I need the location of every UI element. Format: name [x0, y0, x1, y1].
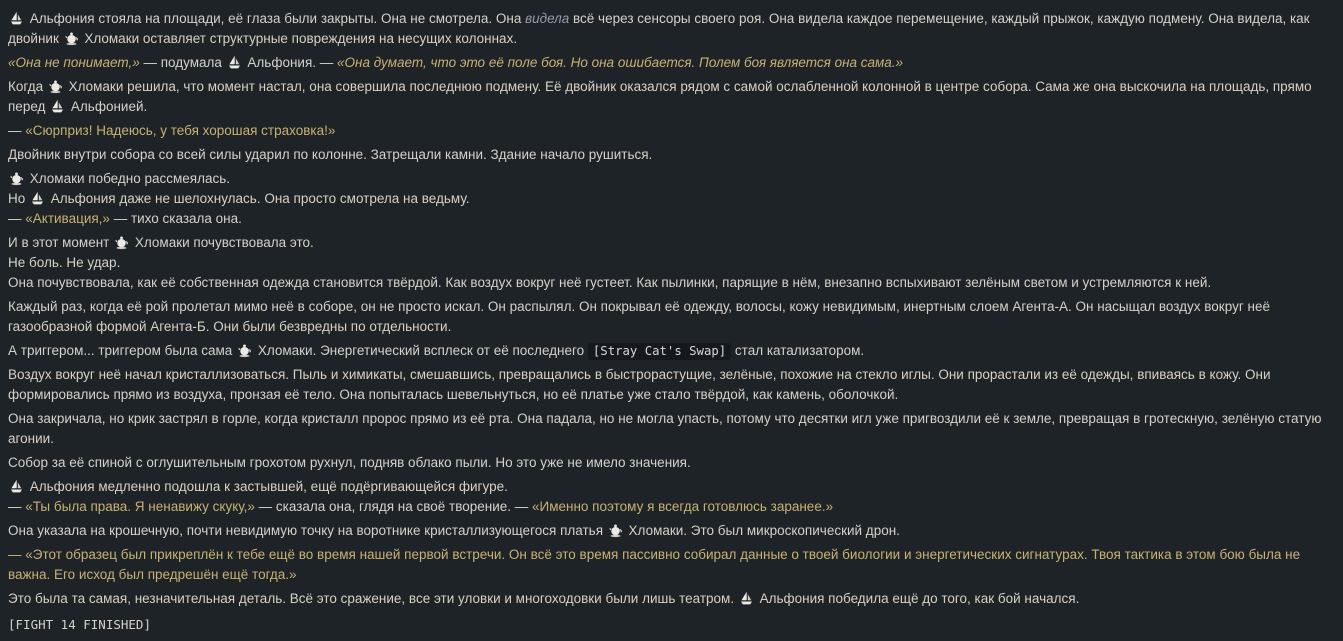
text-segment: — сказала она, глядя на своё творение. — — [254, 499, 533, 514]
paragraph — [8, 477, 1335, 517]
text-segment: Когда — [8, 79, 47, 94]
paragraph-list — [8, 9, 1335, 609]
text-segment: Альфония стояла на площади, её глаза были закрыты. Она не смотрела. Она — [26, 11, 526, 26]
dialogue-quote: — «Этот образец был прикреплён к тебе ещё во время нашей первой встречи. Он всё это время пассивно собирал данные о твоей биологии и энергетических сигнатурах. Твоя тактика в этом бою была не важна. Его исход был предрешён ещё тогда.» — [8, 547, 1301, 582]
dialogue-quote: «Ты была права. Я ненавижу скуку,» — [25, 499, 255, 514]
teapot-icon — [63, 29, 81, 49]
text-segment: Хломаки почувствовала это. — [131, 235, 314, 250]
paragraph — [8, 77, 1335, 117]
dialogue-quote: «Активация,» — [25, 211, 110, 226]
inline-code-token: [Stray Cat's Swap] — [588, 343, 731, 360]
paragraph — [8, 53, 1335, 73]
text-segment: стал катализатором. — [731, 343, 865, 358]
dialogue-quote: «Сюрприз! Надеюсь, у тебя хорошая страховка!» — [25, 123, 336, 138]
story-message-body — [8, 9, 1335, 635]
text-segment: Альфонией. — [67, 99, 148, 114]
text-segment: Хломаки оставляет структурные повреждения на несущих колоннах. — [80, 31, 518, 46]
teapot-icon — [47, 77, 65, 97]
text-segment: Хломаки победно рассмеялась. — [26, 171, 231, 186]
text-segment: А триггером... триггером была сама — [8, 343, 237, 358]
sailboat-icon — [29, 189, 47, 209]
teapot-icon — [607, 521, 625, 541]
paragraph — [8, 121, 1335, 141]
text-segment: — тихо сказала она. — [109, 211, 242, 226]
paragraph — [8, 233, 1335, 293]
paragraph — [8, 145, 1335, 165]
teapot-icon — [8, 169, 26, 189]
text-segment: всё через сенсоры своего роя. Она видела каждое перемещение, каждый прыжок, каждую подмену. Она видела, как двойник — [8, 11, 1310, 46]
dialogue-quote: «Именно поэтому я всегда готовлюсь заранее.» — [532, 499, 834, 514]
text-segment: — — [8, 499, 26, 514]
text-segment: видела — [525, 11, 570, 26]
text-segment: — — [8, 211, 26, 226]
text-segment: Она закричала, но крик застрял в горле, когда кристалл пророс прямо из её рта. Она падала, но не могла упасть, потому что десятки игл уже пригвоздили её к земле, превращая в гротескную, зелёную статую агонии. — [8, 411, 1322, 446]
sailboat-icon — [8, 9, 26, 29]
teapot-icon — [236, 341, 254, 361]
text-segment: И в этот момент — [8, 235, 114, 250]
teapot-icon — [113, 233, 131, 253]
paragraph — [8, 453, 1335, 473]
paragraph — [8, 521, 1335, 541]
text-segment: Но — [8, 191, 30, 206]
dialogue-quote: «Она не понимает,» — [8, 55, 140, 70]
text-segment: Собор за её спиной с оглушительным грохотом рухнул, подняв облако пыли. Но это уже не имело значения. — [8, 455, 691, 470]
text-segment: Хломаки. Энергетический всплеск от её последнего — [254, 343, 588, 358]
paragraph — [8, 589, 1335, 609]
text-segment: Хломаки. Это был микроскопический дрон. — [624, 523, 900, 538]
paragraph — [8, 365, 1335, 405]
text-segment: Двойник внутри собора со всей силы ударил по колонне. Затрещали камни. Здание начало рушиться. — [8, 147, 653, 162]
text-segment: Каждый раз, когда её рой пролетал мимо неё в соборе, он не просто искал. Он распылял. Он покрывал её одежду, волосы, кожу невидимым, инертным слоем Агента-А. Он насыщал воздух вокруг неё газообразной формой Агента-Б. Они были безвредны по отдельности. — [8, 299, 1270, 334]
sailboat-icon — [738, 589, 756, 609]
text-segment: Альфония победила ещё до того, как бой начался. — [755, 591, 1080, 606]
sailboat-icon — [226, 53, 244, 73]
paragraph — [8, 545, 1335, 585]
sailboat-icon — [8, 477, 26, 497]
text-segment: Альфония медленно подошла к застывшей, ещё подёргивающейся фигуре. — [26, 479, 508, 494]
text-segment: Воздух вокруг неё начал кристаллизоваться. Пыль и химикаты, смешавшись, превращались в быстрорастущие, зелёные, похожие на стекло иглы. Они прорастали из её одежды, впиваясь в кожу. Они формировались прямо из воздуха, пронзая её тело. Она попыталась шевельнуться, но её платье уже стало твёрдой, как камень, оболочкой. — [8, 367, 1271, 402]
fight-status: [FIGHT 14 FINISHED] — [8, 617, 151, 632]
paragraph — [8, 297, 1335, 337]
text-segment: Это была та самая, незначительная деталь. Всё это сражение, все эти уловки и многоходовки были лишь театром. — [8, 591, 738, 606]
text-segment: Хломаки решила, что момент настал, она совершила последнюю подмену. Её двойник оказался рядом с самой ослабленной колонной в центре собора. Сама же она выскочила на площадь, прямо перед — [8, 79, 1312, 114]
text-segment: Альфония даже не шелохнулась. Она просто смотрела на ведьму. — [47, 191, 470, 206]
paragraph — [8, 169, 1335, 229]
text-segment: Не боль. Не удар. — [8, 255, 121, 270]
text-segment: Она почувствовала, как её собственная одежда становится твёрдой. Как воздух вокруг неё густеет. Как пылинки, парящие в нём, внезапно вспыхивают зелёным светом и устремляются к ней. — [8, 275, 1212, 290]
paragraph — [8, 409, 1335, 449]
text-segment: Она указала на крошечную, почти невидимую точку на воротнике кристаллизующегося платья — [8, 523, 607, 538]
text-segment: — — [8, 123, 26, 138]
paragraph — [8, 9, 1335, 49]
paragraph — [8, 341, 1335, 361]
text-segment: — подумала — [139, 55, 226, 70]
text-segment: Альфония. — — [243, 55, 338, 70]
sailboat-icon — [49, 97, 67, 117]
dialogue-quote: «Она думает, что это её поле боя. Но она ошибается. Полем боя является она сама.» — [337, 55, 904, 70]
